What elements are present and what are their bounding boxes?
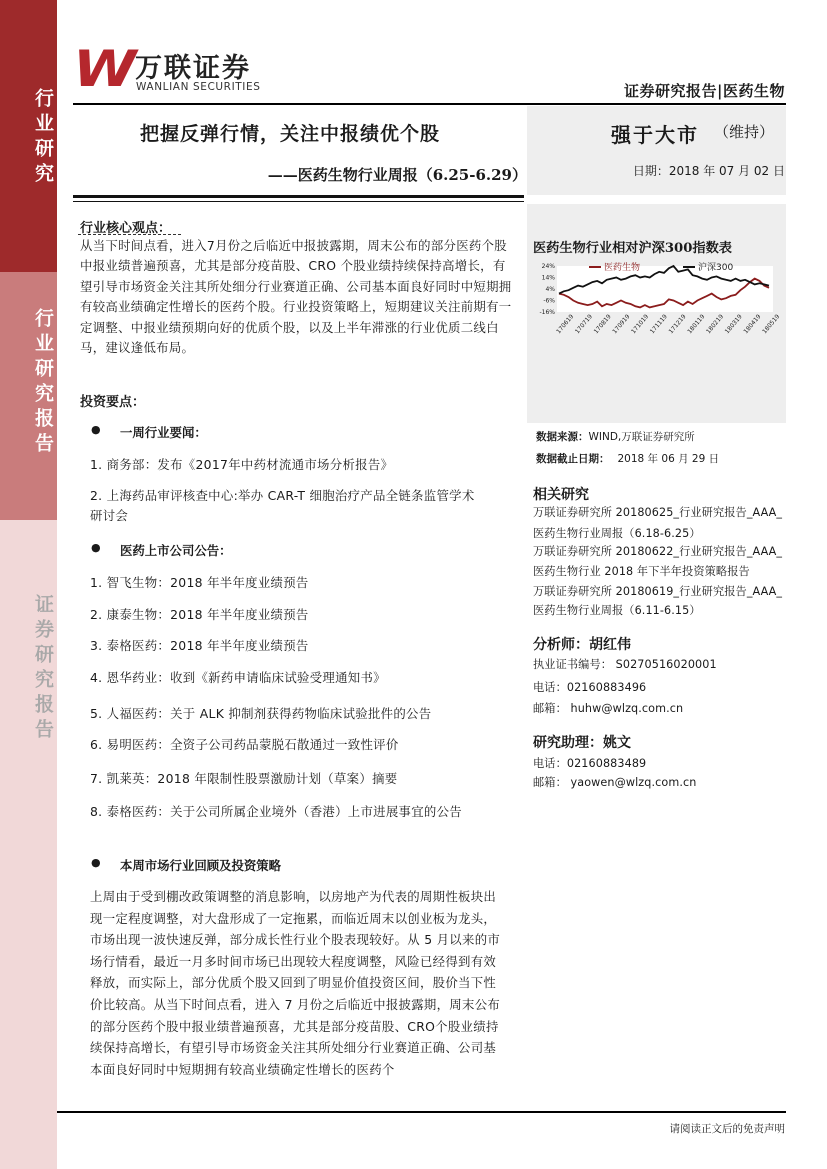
news-item: 1. 商务部：发布《2017年中药材流通市场分析报告》 <box>90 457 394 472</box>
y-tick-label: -16% <box>539 309 555 316</box>
y-tick-label: 14% <box>541 274 555 282</box>
footer-rule <box>57 1111 786 1113</box>
announcement-item: 2. 康泰生物：2018 年半年度业绩预告 <box>90 607 309 622</box>
announcement-item: 7. 凯莱英：2018 年限制性股票激励计划（草案）摘要 <box>90 771 398 786</box>
data-cutoff <box>536 451 719 466</box>
sidebar-bottom-label: 证券研究报告 <box>32 594 54 744</box>
sidebar-top-label: 行业研究 <box>32 88 54 188</box>
news-item: 2. 上海药品审评核查中心:举办 CAR-T 细胞治疗产品全链条监管学术研讨会 <box>90 488 475 523</box>
page-subtitle: ——医药生物行业周报（6.25-6.29） <box>267 166 527 184</box>
legend-label: 沪深300 <box>698 263 734 273</box>
logo-mark: W <box>73 40 132 98</box>
announcement-item: 5. 人福医药：关于 ALK 抑制剂获得药物临床试验批件的公告 <box>90 706 432 721</box>
data-source-value: WIND,万联证券研究所 <box>588 431 695 443</box>
logo-cn: 万联证券 <box>135 53 251 84</box>
data-source <box>536 429 695 444</box>
relative-index-chart <box>533 260 782 338</box>
review-text: 上周由于受到棚改政策调整的消息影响，以房地产为代表的周期性板块出现一定程度调整，对大盘形成了一定拖累，而临近周末以创业板为龙头，市场出现一波快速反弹，部分成长性行业个股表现较好。从 5 月以来的市场行情看，最近一月多时间市场已出现较大程度调整，风险已经得到有效释放，而实际上，部分优质个股又回到了明显价值投资区间，股价当下性价比较高。从当下时间点看，进入 7 月份之后临近中报披露期，周末公布的部分医药个股中报业绩普遍预喜，尤其是部分疫苗股、CRO个股业绩持续保持高增长，有望引导市场资金关注其所处细分行业赛道正确、公司基本面良好同时中短期拥有较高业绩确定性增长的医药个 <box>90 889 501 1077</box>
related-research-line: 医药生物行业周报（6.11-6.15） <box>533 604 701 617</box>
assistant-heading: 研究助理：姚文 <box>533 735 631 751</box>
bullet-icon: ● <box>91 541 101 554</box>
x-tick-label: 180419 <box>742 313 763 336</box>
analyst-email: 邮箱： huhw@wlzq.com.cn <box>533 702 684 715</box>
x-tick-label: 171119 <box>648 313 669 336</box>
x-tick-label: 180119 <box>686 313 707 336</box>
announcement-item: 1. 智飞生物：2018 年半年度业绩预告 <box>90 575 309 590</box>
sidebar-mid-label: 行业研究报告 <box>32 308 54 458</box>
assistant-email: 邮箱： yaowen@wlzq.com.cn <box>533 776 697 789</box>
report-type: 证券研究报告|医药生物 <box>624 82 785 100</box>
bullet-icon: ● <box>91 423 101 436</box>
report-date: 日期：2018 年 07 月 02 日 <box>632 164 785 178</box>
x-tick-label: 170619 <box>555 313 576 336</box>
chart-title: 医药生物行业相对沪深300指数表 <box>533 241 732 256</box>
x-tick-label: 180319 <box>723 313 744 336</box>
analyst-license: 执业证书编号： S0270516020001 <box>533 658 717 671</box>
logo-en: WANLIAN SECURITIES <box>136 81 261 93</box>
x-tick-label: 170719 <box>573 313 594 336</box>
data-cutoff-value: 2018 年 06 月 29 日 <box>617 453 720 465</box>
header-rule <box>73 103 786 105</box>
x-tick-label: 180519 <box>761 313 782 336</box>
key-points-heading: 投资要点： <box>80 395 146 410</box>
core-view-text: 从当下时间点看，进入7月份之后临近中报披露期，周末公布的部分医药个股中报业绩普遍预喜，尤其是部分疫苗股、CRO 个股业绩持续保持高增长，有望引导市场资金关注其所处细分行业赛道正确、公司基本面良好同时中短期拥有较高业绩确定性增长的医药个股。行业投资策略上，短期建议关注前期有一定调整、中报业绩预期向好的优质个股，以及上半年滞涨的行业优质二线白马，建议逢低布局。 <box>80 238 512 356</box>
legend-label: 医药生物 <box>604 263 641 273</box>
y-tick-label: 24% <box>541 263 555 270</box>
company-logo <box>73 40 303 98</box>
analyst-heading: 分析师：胡红伟 <box>533 637 631 653</box>
data-source-label: 数据来源： <box>536 431 589 443</box>
related-research-line: 万联证券研究所 20180625_行业研究报告_AAA_ <box>533 506 783 519</box>
title-rule <box>73 195 524 198</box>
announcement-item: 6. 易明医药：全资子公司药品蒙脱石散通过一致性评价 <box>90 737 399 752</box>
section-title-news: 一周行业要闻： <box>120 425 207 440</box>
footer-disclaimer: 请阅读正文后的免责声明 <box>669 1123 785 1135</box>
rating-note: （维持） <box>714 123 775 141</box>
core-view-heading: 行业核心观点： <box>80 221 172 236</box>
title-rule-thin <box>73 201 524 202</box>
related-research-line: 医药生物行业周报（6.18-6.25） <box>533 527 701 540</box>
x-tick-label: 171019 <box>630 313 651 336</box>
page-title: 把握反弹行情，关注中报绩优个股 <box>140 123 441 145</box>
core-view-underline <box>78 234 181 235</box>
announcement-item: 4. 恩华药业：收到《新药申请临床试验受理通知书》 <box>90 670 386 685</box>
related-research-line: 万联证券研究所 20180622_行业研究报告_AAA_ <box>533 545 783 558</box>
section-title-announcements: 医药上市公司公告： <box>120 543 232 558</box>
assistant-phone: 电话：02160883489 <box>533 757 647 770</box>
y-tick-label: 4% <box>545 286 555 293</box>
announcement-item: 8. 泰格医药：关于公司所属企业境外（香港）上市进展事宜的公告 <box>90 804 462 819</box>
rating-value: 强于大市 <box>611 123 699 147</box>
x-tick-label: 170819 <box>592 313 613 336</box>
y-tick-label: -6% <box>543 297 555 305</box>
data-cutoff-label: 数据截止日期： <box>536 453 610 465</box>
x-tick-label: 170919 <box>611 313 632 336</box>
analyst-phone: 电话：02160883496 <box>533 681 647 694</box>
x-tick-label: 180219 <box>704 313 726 336</box>
section-title-review: 本周市场行业回顾及投资策略 <box>120 858 282 873</box>
related-research-heading: 相关研究 <box>533 487 589 503</box>
bullet-icon: ● <box>91 856 101 869</box>
x-tick-label: 171219 <box>667 313 688 336</box>
related-research-line: 医药生物行业 2018 年下半年投资策略报告 <box>533 565 750 578</box>
announcement-item: 3. 泰格医药：2018 年半年度业绩预告 <box>90 638 309 653</box>
related-research-line: 万联证券研究所 20180619_行业研究报告_AAA_ <box>533 585 783 598</box>
